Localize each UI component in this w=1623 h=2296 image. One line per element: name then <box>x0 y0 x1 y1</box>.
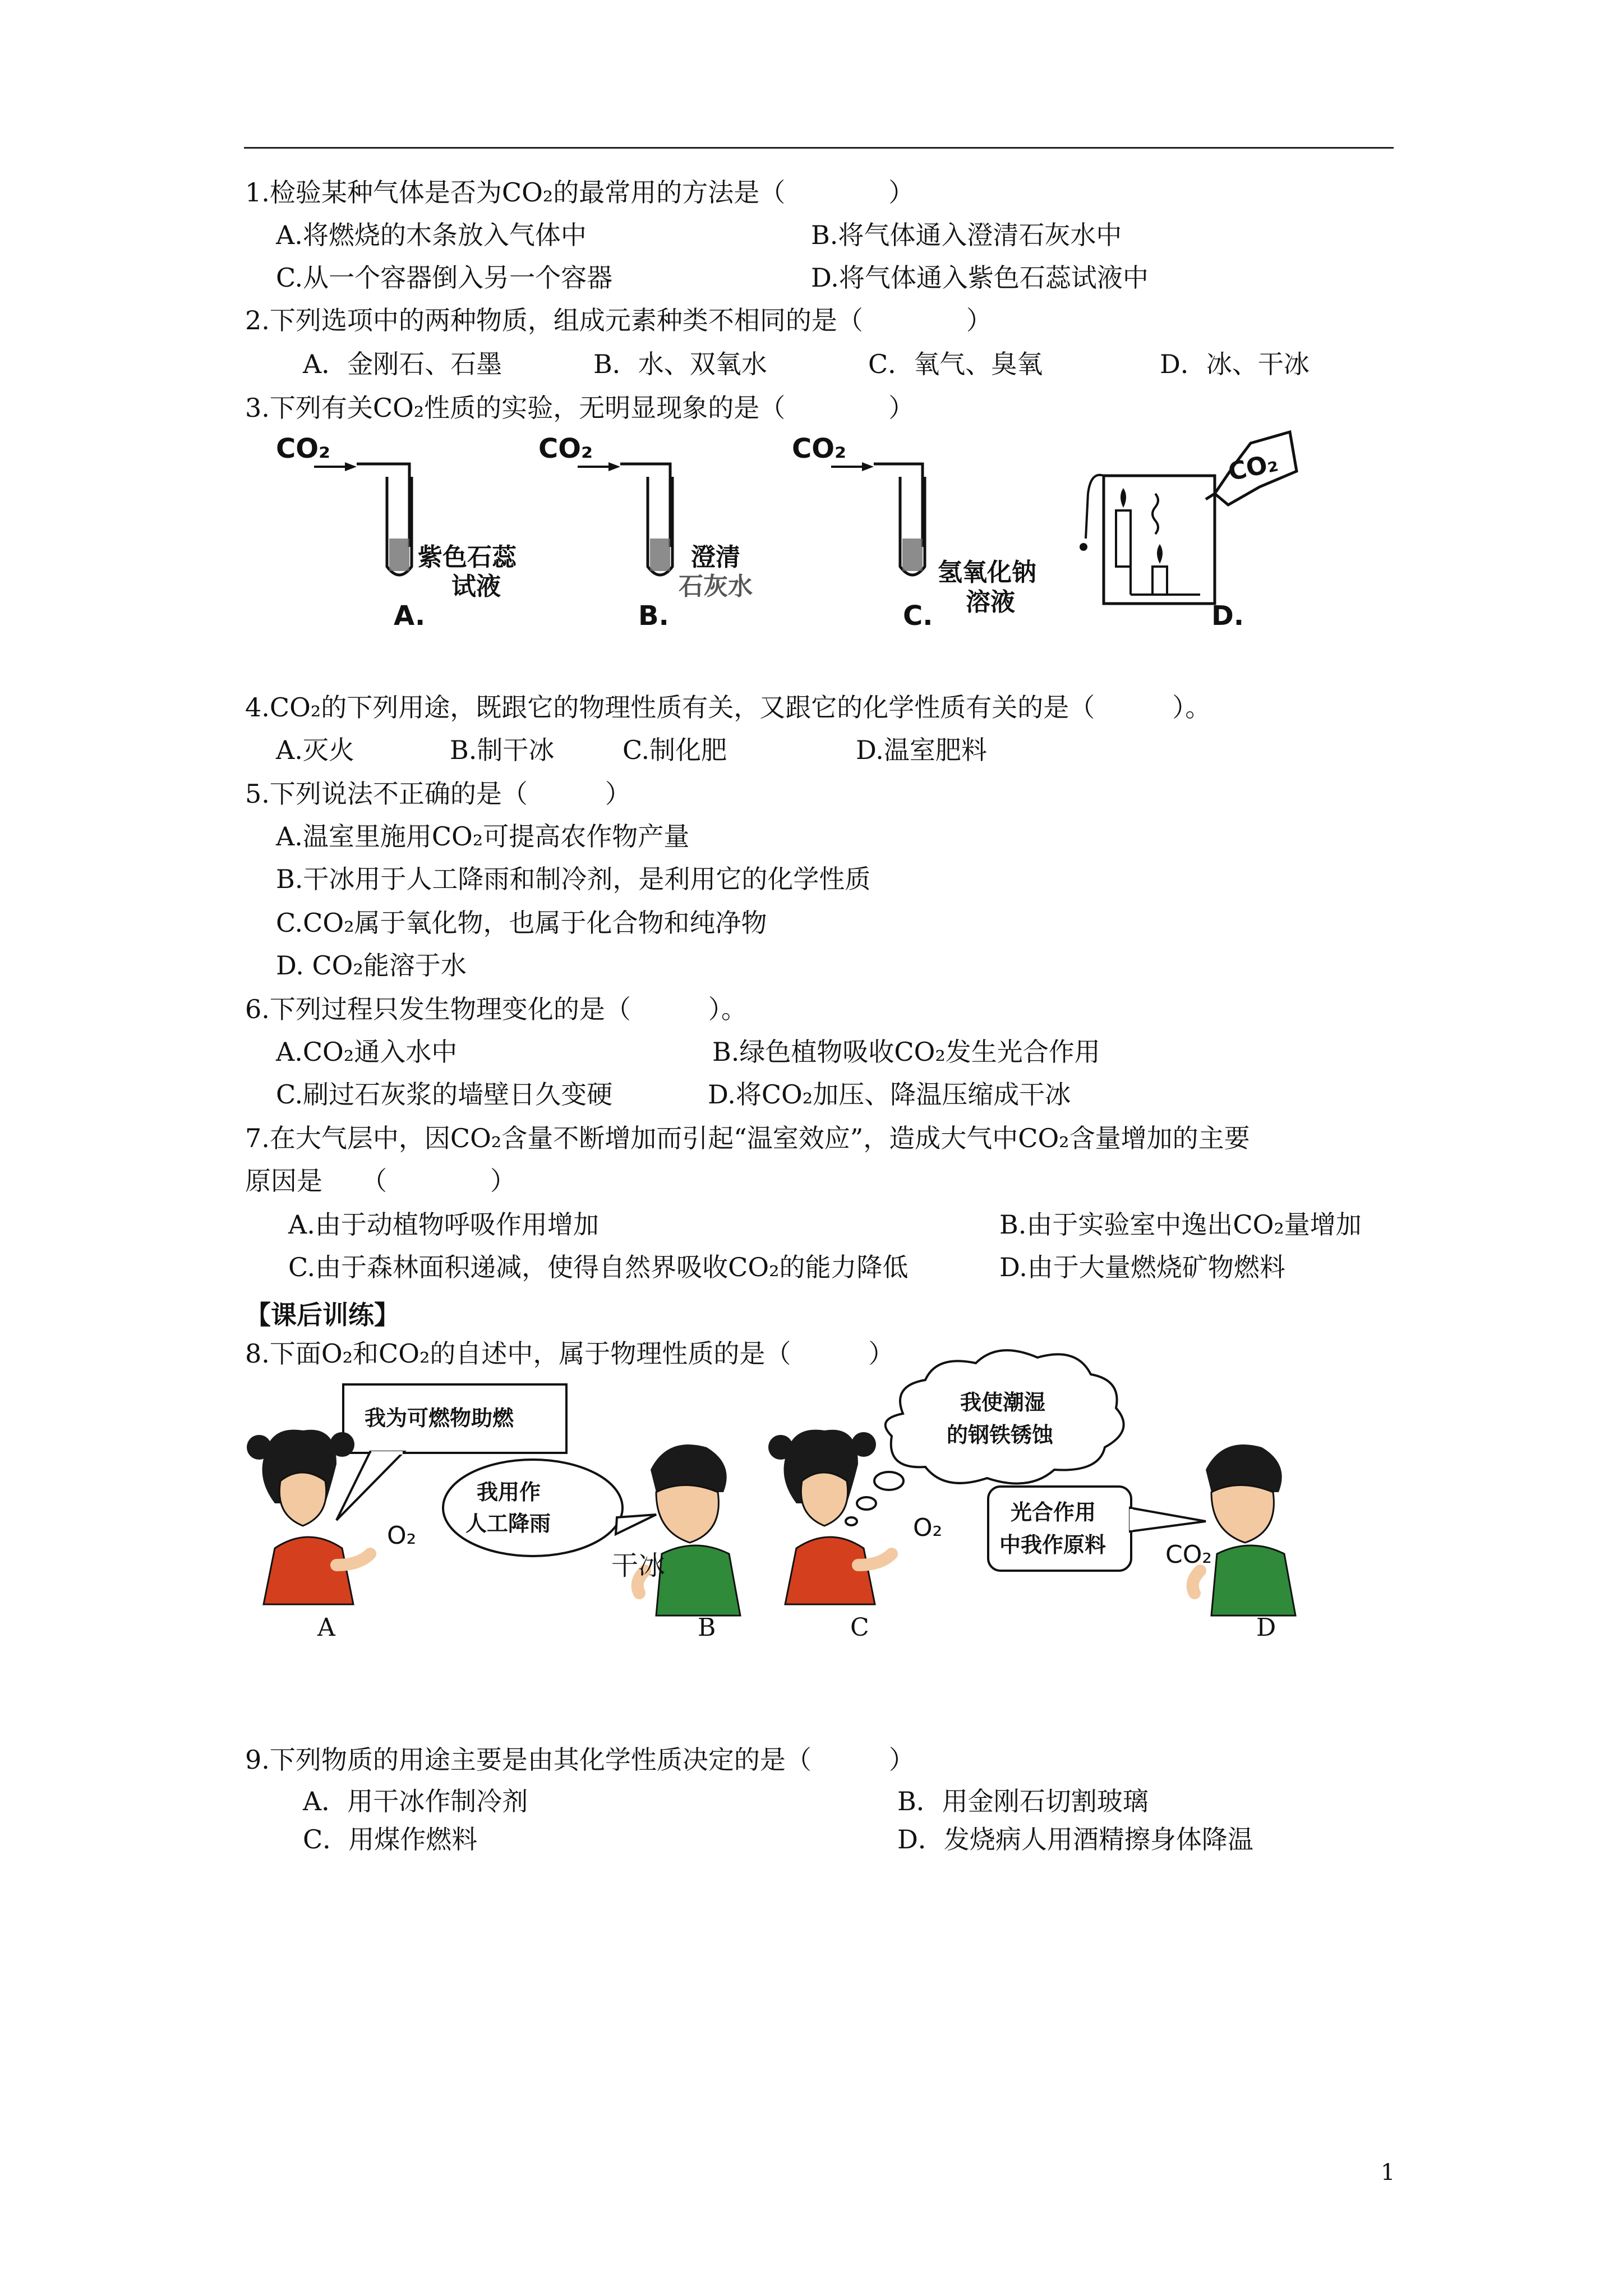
question-9-stem: 9.下列物质的用途主要是由其化学性质决定的是（ ） <box>245 1745 915 1775</box>
bubble-c-line1: 我使潮湿 <box>960 1390 1046 1415</box>
bubble-a-text: 我为可燃物助燃 <box>365 1406 514 1430</box>
figure3-label-a: A. <box>394 600 426 632</box>
question-9-option-b[interactable]: B．用金刚石切割玻璃 <box>897 1786 1149 1816</box>
figure3-label-b: B. <box>638 600 669 632</box>
question-4-option-c[interactable]: C.制化肥 <box>623 735 727 765</box>
boy-character-d <box>1193 1444 1295 1616</box>
question-5-option-d[interactable]: D. CO₂能溶于水 <box>276 950 467 981</box>
question-7-option-a[interactable]: A.由于动植物呼吸作用增加 <box>288 1209 599 1240</box>
question-2-option-b[interactable]: B．水、双氧水 <box>593 349 767 379</box>
co2-gas-label-d: CO₂ <box>1225 448 1281 487</box>
o2-label-a: O₂ <box>387 1521 417 1550</box>
tube-c-liquid-line2: 溶液 <box>966 588 1015 616</box>
question-4-option-b[interactable]: B.制干冰 <box>450 735 555 765</box>
girl-character-c <box>768 1430 892 1604</box>
page-number: 1 <box>1381 2160 1395 2185</box>
question-6-option-a[interactable]: A.CO₂通入水中 <box>276 1037 458 1067</box>
boy-character-b <box>638 1444 740 1616</box>
question-4-option-d[interactable]: D.温室肥料 <box>856 735 987 765</box>
question-4-stem: 4.CO₂的下列用途，既跟它的物理性质有关，又跟它的化学性质有关的是（ ）。 <box>245 692 1211 723</box>
question-7-option-c[interactable]: C.由于森林面积递减，使得自然界吸收CO₂的能力降低 <box>288 1252 909 1282</box>
question-2-stem: 2.下列选项中的两种物质，组成元素种类不相同的是（ ） <box>245 305 992 335</box>
question-1-stem: 1.检验某种气体是否为CO₂的最常用的方法是（ ） <box>245 177 915 208</box>
bubble-d-line1: 光合作用 <box>1011 1500 1096 1525</box>
question-2-option-d[interactable]: D．冰、干冰 <box>1160 349 1310 379</box>
bubble-c-line2: 的钢铁锈蚀 <box>947 1423 1054 1447</box>
question-7-option-d[interactable]: D.由于大量燃烧矿物燃料 <box>999 1252 1285 1282</box>
question-2-option-a[interactable]: A．金刚石、石墨 <box>303 349 502 379</box>
question-4-option-a[interactable]: A.灭火 <box>276 735 354 765</box>
tube-b-liquid-line2: 石灰水 <box>679 572 753 601</box>
tube-a-liquid-line2: 试液 <box>451 572 501 601</box>
question-1-option-a[interactable]: A.将燃烧的木条放入气体中 <box>276 220 587 250</box>
co2-gas-label-a: CO₂ <box>276 433 331 464</box>
question-5-option-b[interactable]: B.干冰用于人工降雨和制冷剂，是利用它的化学性质 <box>276 864 871 894</box>
question-7-stem-line2: 原因是 （ ） <box>245 1166 516 1196</box>
question-3-stem: 3.下列有关CO₂性质的实验，无明显现象的是（ ） <box>245 393 915 423</box>
bubble-d-line2: 中我作原料 <box>999 1533 1106 1557</box>
question-6-option-c[interactable]: C.刷过石灰浆的墙壁日久变硬 <box>276 1079 613 1110</box>
question-1-option-b[interactable]: B.将气体通入澄清石灰水中 <box>811 220 1122 250</box>
question-1-option-d[interactable]: D.将气体通入紫色石蕊试液中 <box>811 263 1149 293</box>
section-heading-after-class: 【课后训练】 <box>245 1300 400 1330</box>
figure3-label-c: C. <box>903 600 933 632</box>
girl-character-a <box>247 1430 370 1604</box>
question-7-option-b[interactable]: B.由于实验室中逸出CO₂量增加 <box>999 1209 1362 1240</box>
tube-b-liquid-line1: 澄清 <box>691 543 740 572</box>
question-6-option-b[interactable]: B.绿色植物吸收CO₂发生光合作用 <box>712 1037 1100 1067</box>
bubble-b-line1: 我用作 <box>477 1480 541 1504</box>
question-5-option-a[interactable]: A.温室里施用CO₂可提高农作物产量 <box>276 821 690 852</box>
tube-c-liquid-line1: 氢氧化钠 <box>938 558 1036 587</box>
question-1-option-c[interactable]: C.从一个容器倒入另一个容器 <box>276 263 613 293</box>
figure8-label-a: A <box>317 1613 335 1642</box>
question-6-stem: 6.下列过程只发生物理变化的是（ ）。 <box>245 994 747 1024</box>
dry-ice-label-b: 干冰 <box>611 1550 666 1581</box>
question-5-stem: 5.下列说法不正确的是（ ） <box>245 779 631 809</box>
co2-gas-label-c: CO₂ <box>792 433 847 464</box>
question-2-option-c[interactable]: C．氧气、臭氧 <box>868 349 1043 379</box>
figure3-label-d: D. <box>1211 600 1244 632</box>
tube-a-liquid-line1: 紫色石蕊 <box>418 543 517 572</box>
question-9-option-d[interactable]: D．发烧病人用酒精擦身体降温 <box>897 1824 1253 1855</box>
question-5-option-c[interactable]: C.CO₂属于氧化物，也属于化合物和纯净物 <box>276 908 767 938</box>
o2-label-c: O₂ <box>913 1513 943 1542</box>
question-9-option-c[interactable]: C．用煤作燃料 <box>303 1824 478 1855</box>
question-6-option-d[interactable]: D.将CO₂加压、降温压缩成干冰 <box>708 1079 1071 1110</box>
question-7-stem-line1: 7.在大气层中，因CO₂含量不断增加而引起“温室效应”，造成大气中CO₂含量增加的主要 <box>245 1123 1250 1153</box>
figure8-label-c: C <box>850 1613 869 1642</box>
question-8-stem: 8.下面O₂和CO₂的自述中，属于物理性质的是（ ） <box>245 1338 895 1369</box>
figure8-label-b: B <box>698 1613 716 1642</box>
figure8-label-d: D <box>1256 1613 1276 1642</box>
question-9-option-a[interactable]: A．用干冰作制冷剂 <box>303 1786 528 1816</box>
co2-label-d: CO₂ <box>1165 1540 1212 1569</box>
bubble-b-line2: 人工降雨 <box>465 1511 551 1536</box>
co2-gas-label-b: CO₂ <box>538 433 593 464</box>
